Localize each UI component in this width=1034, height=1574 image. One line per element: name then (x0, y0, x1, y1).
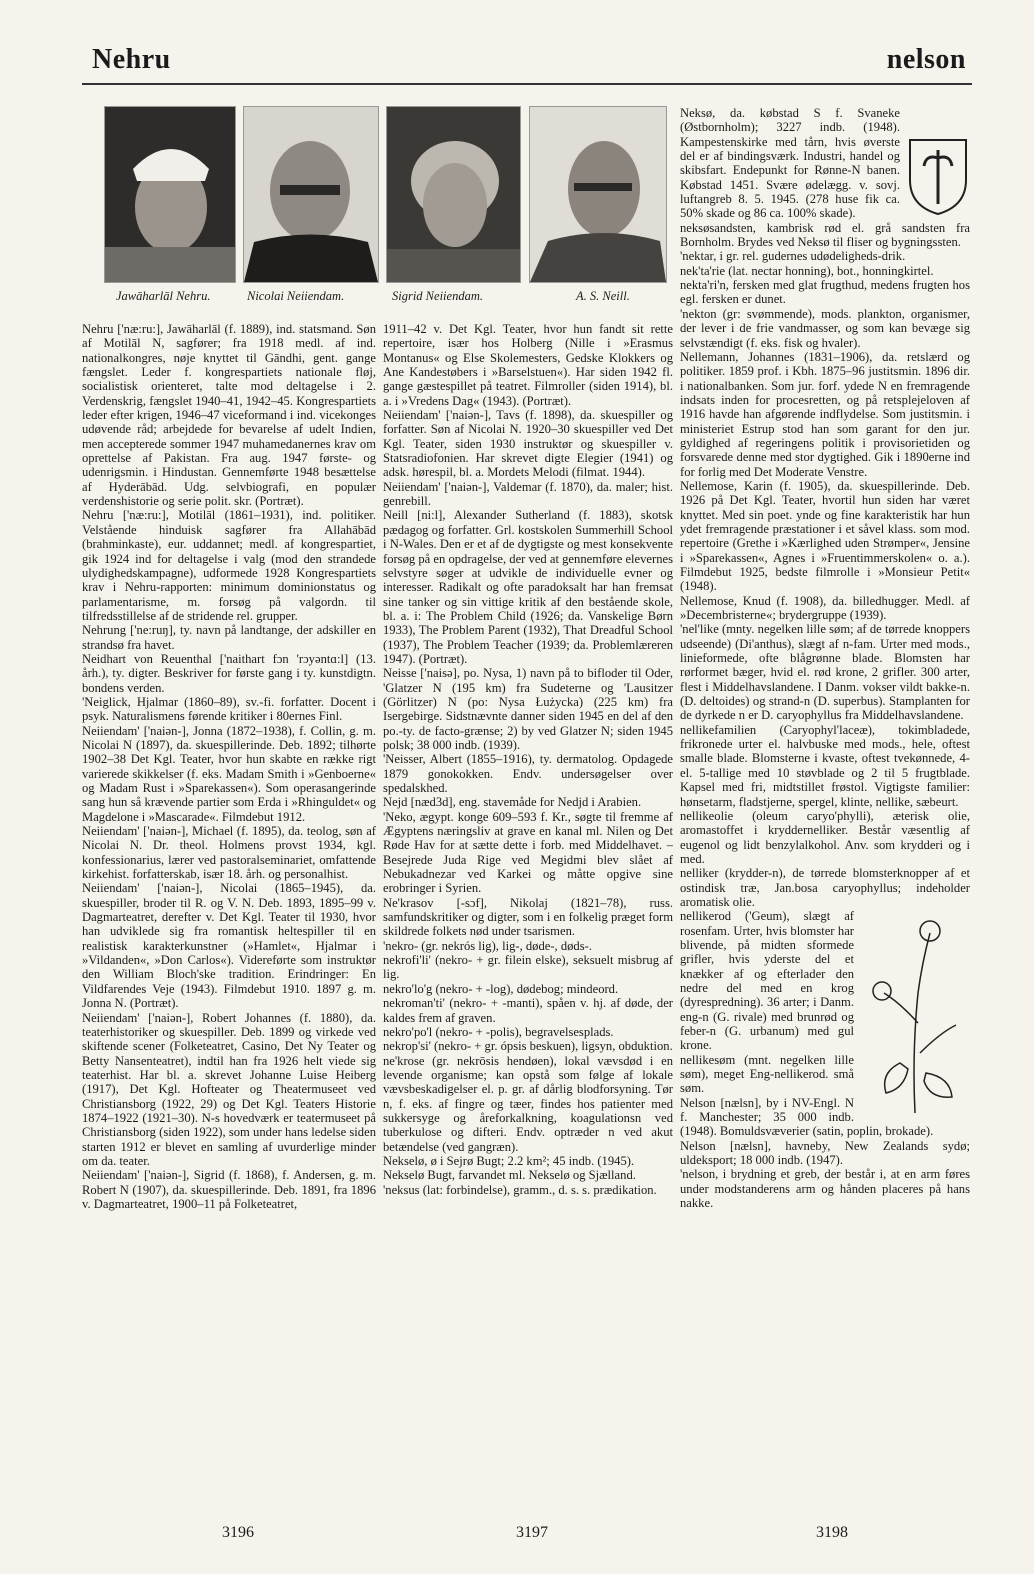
portrait-nicolai-photo (243, 106, 379, 283)
caption-nehru: Jawāharlāl Nehru. (116, 289, 211, 303)
entry: nelliker (krydder-n), de tørrede blomsterknopper af et ostindisk træ, Jan.bosa caryophyllus; indeholder aromatisk olie. (680, 866, 970, 909)
entry: Neiiendam' ['naiən-], Jonna (1872–1938), f. Collin, g. m. Nicolai N (1897), da. skuespillerinde. Deb. 1892; tilhørte 1902–38 Det Kgl. Teater, hvor hun skabte en række rigt varierede skikkelser (f. eks. Madam Smith i »Genboerne« og Madam Rust i »Sparekassen«). Som operasangerinde sang hun så krævende partier som Erda i »Rhinguldet« og Magdelone i »Mascarade«. Filmdebut 1912. (82, 723, 376, 824)
running-head-right: nelson (886, 44, 966, 75)
caption-neill: A. S. Neill. (576, 289, 630, 303)
entry: Neiiendam' ['naiən-], Robert Johannes (f. 1880), da. teaterhistoriker og skuespiller. Deb. 1899 og virkede ved skiftende scener (Folketeatret, Casino, Det Ny Teater og Betty Nansenteatret), indtil han fra 1926 helt viede sig teaterhist. Har bl. a. skrevet Johanne Luise Heiberg (1917), Det Kgl. Hofteater og Theatermuseet ved Christiansborg (1922, 29) og Det Kgl. Teaters Historie 1874–1922 (1921–30). N-s hovedværk er teatermuseet på Christiansborg (siden 1922), som under hans ledelse siden starten 1912 er blevet en samling af uvurderlige minder om da. teater. (82, 1010, 376, 1168)
page-number-right: 3198 (816, 1524, 848, 1541)
entry: Nellemose, Karin (f. 1905), da. skuespillerinde. Deb. 1926 på Det Kgl. Teater, hvortil hun siden har været knyttet. Med sin poet. ynde og fine karakteristik har hun ydet fremragende præstationer i et såvel klass. som mod. repertoire (Grethe i »Kærlighed uden Strømper«, Jensine i »Sparekassen«, Agnes i »Fruentimmerskolen« o. a.). Filmdebut 1925, bedste filmrolle i »Monsieur Petit« (1948). (680, 478, 970, 594)
entry: Neiiendam' ['naiən-], Tavs (f. 1898), da. skuespiller og forfatter. Søn af Nicolai N. 1920–30 skuespiller ved Det Kgl. Teater, siden 1930 instruktør og skuespiller v. Statsradiofonien. Har skrevet digte Elegier (1941) og adsk. hørespil, bl. a. Mordets Melodi (filmat. 1944). (383, 408, 673, 480)
entry: 'Neisser, Albert (1855–1916), ty. dermatolog. Opdagede 1879 gonokokken. Endv. undersøgelser over spedalskhed. (383, 752, 673, 795)
entry: Neiiendam' ['naiən-], Valdemar (f. 1870), da. maler; hist. genrebill. (383, 479, 673, 509)
portrait-neill-photo (529, 106, 667, 283)
column-1 (82, 322, 376, 1492)
page-number-center: 3197 (516, 1524, 548, 1541)
entry: neksøsandsten, kambrisk rød el. grå sandsten fra Bornholm. Brydes ved Neksø til fliser og bygningssten. (680, 220, 970, 250)
column-2 (383, 322, 673, 1492)
entry: 'neksus (lat: forbindelse), gramm., d. s. s. prædikation. (383, 1182, 657, 1197)
entry: Nehrung ['ne:ruŋ], ty. navn på landtange, der adskiller en strandsø fra havet. (82, 623, 376, 652)
portrait-nehru-photo (104, 106, 236, 283)
entry: Nellemose, Knud (f. 1908), da. billedhugger. Medl. af »Decembristerne«; brydergruppe (1939). (680, 593, 970, 623)
entry: Nelson [nælsn], havneby, New Zealands sydø; uldeksport; 18 000 indb. (1947). (680, 1138, 970, 1168)
entry: Neill [ni:l], Alexander Sutherland (f. 1883), skotsk pædagog og forfatter. Grl. kostskolen Summerhill School i N-Wales. Den er et af de dygtigste og mest konsekvente forsøg på en opdragelse, der ved at gennemføre elevernes selvstyre søger at udvikle de individuelle evner og interesser. Radikalt og ofte paradoksalt har han fremsat sine tanker og sin vittige kritik af den bestående skole, bl. a. i: The Problem Child (1926; da. Vanskelige Børn 1933), The Problem Parent (1932), That Dreadful School (1937), The Problem Teacher (1939; da. Problemlæreren 1947). (Portræt). (383, 508, 673, 666)
caption-sigrid: Sigrid Neiiendam. (392, 289, 483, 303)
entry: 'nekro- (gr. nekrós lig), lig-, døde-, døds-. (383, 938, 592, 953)
entry: nellikefamilien (Caryophyl'laceæ), tokimbladede, frikronede urter el. halvbuske med mods., hele, oftest smalle blade. Blomsterne i kvaste, oftest tvekønnede, 4- el. 5-tallige med 10 støvblade og 2 til 5 frugtblade. Kapsel med fri, midtstillet frøstol. Vigtigste familier: hønsetarm, fladstjerne, spergel, klinte, nellike, sæbeurt. (680, 722, 970, 809)
entry: Nehru ['næ:ru:], Jawāharlāl (f. 1889), ind. statsmand. Søn af Motilāl N, sagfører; fra 1918 medl. af ind. nationalkongres, nøje knyttet til Gāndhi, gent. gange fængslet. Leder f. kongrespartiets nationale fløj, socialistisk orienteret, talte mod deltagelse i 2. Verdenskrig, fængslet 1940–41, 1942–45. Kongrespartiets leder efter krigen, 1946–47 viceformand i ind. vicekonges udøvende råd; arbejdede for bevarelse af udelt Indien, men accepterede sommer 1947 muhamedanernes krav om oprettelse af Pakistan. Fra aug. 1947 første- og udenrigsmin. i Hindustan. Gennemførte 1948 besættelse af Hyderābād. Udg. selvbiografi, en populær verdenshistorie og serie polit. skr. (Portræt). (82, 322, 376, 509)
nellikerod-flower-illustration-icon (860, 913, 970, 1113)
entry: 'nektar, i gr. rel. gudernes udødeligheds-drik. (680, 249, 906, 264)
entry: 'nekton (gr: svømmende), mods. plankton, organismer, der lever i de frie vandmasser, og som kan bevæge sig selvstændigt (f. eks. fisk og hvaler). (680, 306, 970, 350)
entry: Nehru ['næ:ru:], Motilāl (1861–1931), ind. politiker. Velstående hinduisk sagfører fra Allahābād (brahminkaste), eur. uddannet; medl. af kongrespartiet, gik 1924 ind for deltagelse i valg (mod den strandede ulydighedskampagne), udformede 1928 Kongrespartiets krav i Nehru-rapporten: minimum dominionstatus og parlamentarisme, m. forsøg på valgordn. til tilfredsstillelse af de stridende rel. grupper. (82, 508, 376, 623)
header-rule (82, 83, 972, 85)
entry: Nejd [næd3d], eng. stavemåde for Nedjd i Arabien. (383, 795, 642, 810)
entry: Neidhart von Reuenthal ['naithart fɔn 'rɔyəntɑ:l] (13. årh.), ty. digter. Beskriver for første gang i ty. kunstdigtn. bondens verden. (82, 651, 376, 695)
entry: nekro'lo'g (nekro- + -log), dødebog; mindeord. (383, 981, 619, 996)
entry: Nekselø Bugt, farvandet ml. Nekselø og Sjælland. (383, 1168, 636, 1183)
entry: Ne'krasov [-sɔf], Nikolaj (1821–78), russ. samfundskritiker og digter, som i en folkelig præget form skildrede folkets nød under tsarismen. (383, 895, 673, 939)
entry: 1911–42 v. Det Kgl. Teater, hvor hun fandt sit rette repertoire, især hos Holberg (Nille i »Erasmus Montanus« og Else Skolemesters, Gedske Klokkers og Ane Kandestøbers i »Barselstuen«). Har siden 1942 fl. gange gæstespillet på teatret. Filmroller (siden 1914), bl. a. i »Vredens Dag« (1943). (Portræt). (383, 322, 673, 408)
entry: Nellemann, Johannes (1831–1906), da. retslærd og politiker. 1859 prof. i Kbh. 1875–96 justitsmin. 1896 dir. i nationalbanken. Som jur. forf. ydede N en fremragende indsats inden for procesretten, og på retsplejeloven af 1916 havde han afgørende indflydelse. Som justitsmin. i ministeriet Estrup stod han som garant for den jur. gyldighed af regeringens politik i provisorietiden og forsvarede denne med stor dygtighed. Gik i 1890erne ind for forlig med Det Moderate Venstre. (680, 349, 970, 479)
column-3 (680, 106, 970, 1496)
entry: nekrop'si' (nekro- + gr. ópsis beskuen), ligsyn, obduktion. (383, 1039, 673, 1054)
entry: Neiiendam' ['naiən-], Michael (f. 1895), da. teolog, søn af Nicolai N. Dr. theol. Holmens provst 1934, kgl. konfessionarius, lærer ved pastoralseminariet, omfattende kirkehist. forfatterskab, især 18. årh. og personalhist. (82, 824, 376, 882)
entry: nekta'ri'n, fersken med glat frugthud, medens frugten hos egl. fersken er dunet. (680, 278, 970, 307)
entry: Nelson [nælsn], by i NV-Engl. N f. Manchester; 35 000 indb. (1948). Bomuldsvæverier (satin, poplin, brokade). (680, 1095, 934, 1139)
entry: nellikesøm (mnt. negelken lille søm), meget Eng-nellikerod. små søm. (680, 1052, 854, 1096)
page-number-left: 3196 (222, 1524, 254, 1541)
running-head-left: Nehru (92, 44, 171, 75)
entry: nellikerod ('Geum), slægt af rosenfam. Urter, hvis blomster har blivende, på midten sformede grifler, hvis yderste del et knækker af og efterlader den nedre del med en krog (dyrespredning). 36 arter; i Danm. eng-n (G. rivale) med brunrød og feber-n (G. urbanum) med gul krone. (680, 909, 854, 1053)
entry: nek'ta'rie (lat. nectar honning), bot., honningkirtel. (680, 263, 934, 278)
entry: nekro'po'l (nekro- + -polis), begravelsesplads. (383, 1024, 614, 1039)
portrait-sigrid-photo (386, 106, 521, 283)
entry: nekrofi'li' (nekro- + gr. filein elske), seksuelt misbrug af lig. (383, 953, 673, 982)
entry: 'nelson, i brydning et greb, der består i, at en arm føres under modstanderens arm og hånden placeres på hans nakke. (680, 1167, 970, 1211)
entry: Nekselø, ø i Sejrø Bugt; 2.2 km²; 45 indb. (1945). (383, 1153, 635, 1168)
entry: Neisse ['naisə], po. Nysa, 1) navn på to bifloder til Oder, 'Glatzer N (195 km) fra Sudeterne og 'Lausitzer (Görlitzer) N (po: Nysa Łużycka) (225 km) fra Isergebirge. Sidstnævnte danner siden 1945 en del af den po.-ty. de facto-grænse; 2) by ved Glatzer N; siden 1945 polsk; 38 000 indb. (1939). (383, 666, 673, 752)
entry: 'Neiglick, Hjalmar (1860–89), sv.-fi. forfatter. Docent i psyk. Naturalismens førende kritiker i 80ernes Finl. (82, 694, 376, 724)
entry: 'nel'like (mnty. negelken lille søm; af de tørrede knoppers udseende) (Di'anthus), slægt af n-fam. Urter med mods., linieformede, ofte blågrønne blade. Blomsten har rørformet bæger, hvid el. rød krone, 2 grifler. 300 arter, flest i Middelhavslandene. I Danm. vokser vildt bakke-n. (D. deltoides) og strand-n (D. superbus). Stamplanten for de dyrkede n er D. caryophyllus fra Middelhavslandene. (680, 622, 970, 723)
neksoe-coat-of-arms-icon (906, 136, 970, 216)
entry: Neiiendam' ['naiən-], Sigrid (f. 1868), f. Andersen, g. m. Robert N (1907), da. skuespillerinde. Deb. 1891, fra 1896 v. Dagmarteatret, 1900–11 på Folketeatret, (82, 1168, 376, 1211)
entry: 'Neko, ægypt. konge 609–593 f. Kr., søgte til fremme af Ægyptens næringsliv at grave en kanal ml. Nilen og Det Røde Hav for at sætte dette i forb. med Middelhavet. – Besejrede Juda Rige ved Megidmi blev slået af Nebukadnezar ved Karkei og måtte opgive sine erobringer i Syrien. (383, 809, 673, 896)
caption-nicolai: Nicolai Neiiendam. (247, 289, 345, 303)
entry: ne'krose (gr. nekrōsis hendøen), lokal vævsdød i en levende organisme; kan opstå som følge af lokale vævsbeskadigelser el. p. gr. af dårlig blodforsyning. Tør n, f. eks. af fingre og tæer, findes hos patienter med sukkersyge og åreforkalkning, koagulationsn ved tuberkulose og difteri. Endv. optræder n ved akut betændelse (ved gangræn). (383, 1053, 673, 1154)
entry: Neksø, da. købstad S f. Svaneke (Østbornholm); 3227 indb. (1948). Kampestenskirke med tårn, hvis øverste del er af bindingsværk. Industri, handel og skibsfart. Endepunkt for Rønne-N banen. Købstad 1451. Svære ødelægg. v. sovj. luftangreb 8. 5. 1945. (278 huse fik ca. 50% skade og 86 ca. 100% skade). (680, 106, 900, 221)
entry: Neiiendam' ['naiən-], Nicolai (1865–1945), da. skuespiller, broder til R. og V. N. Deb. 1893, 1895–99 v. Dagmarteatret, derefter v. Det Kgl. Teater til 1930, hvor han udviklede sig fra romantisk heltespiller til en realistisk karakterkunstner (»Hamlet«, Hjalmar i »Vildanden«, »Don Carlos«). Videreførte som instruktør den William Bloch'ske tradition. Erindringer: En Vildfarendes Veje (1943). Filmdebut 1910. 1897 g. m. Jonna N. (Portræt). (82, 881, 376, 1011)
entry: nellikeolie (oleum caryo'phylli), æterisk olie, aromastoffet i kryddernelliker. Består væsentlig af eugenol og lidt benzylalkohol. Anv. som krydderi og i med. (680, 808, 970, 866)
entry: nekroman'ti' (nekro- + -manti), spåen v. hj. af døde, der kaldes frem af graven. (383, 996, 673, 1025)
